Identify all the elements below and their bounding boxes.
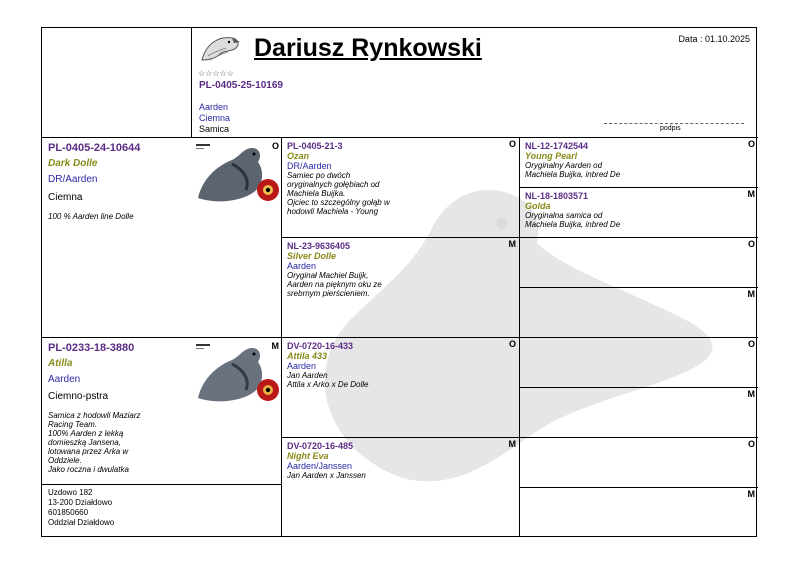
gen2-3-name: Attila 433	[287, 351, 328, 361]
dam-desc-line: Racing Team.	[48, 420, 98, 429]
sire-photo-sex-mark: O	[271, 141, 279, 151]
dam-desc-line: lotowana przez Arka w	[48, 447, 129, 456]
sire-ring: PL-0405-24-10644	[48, 142, 141, 154]
gen2-3-desc-line: Attila x Arko x De Dolle	[287, 380, 369, 389]
dam-strain: Aarden	[48, 374, 81, 385]
gen2-4-name: Night Eva	[287, 451, 329, 461]
gen3-cell-8	[520, 488, 758, 537]
gen3-2-ring: NL-18-1803571	[525, 191, 589, 201]
gen2-1-desc-line: Samiec po dwóch	[287, 171, 351, 180]
sire-photo	[192, 140, 281, 212]
gen3-1-ring: NL-12-1742544	[525, 141, 589, 151]
gen2-cell-3	[282, 338, 520, 438]
gen2-4-desc-line: Jan Aarden x Janssen	[287, 471, 366, 480]
header-logo	[198, 34, 242, 78]
gen3-2-desc-line: Oryginalna samica od	[525, 211, 603, 220]
gen3-2-name: Golda	[525, 201, 551, 211]
gen3-cell-3	[520, 238, 758, 288]
address-branch: Oddział Działdowo	[48, 518, 115, 527]
gen3-2-description	[525, 211, 753, 229]
gen2-3-desc-line: Jan Aarden	[287, 371, 328, 380]
dam-description	[48, 411, 140, 474]
dam-photo	[192, 340, 281, 412]
gen3-cell-2	[520, 188, 758, 238]
pedigree-sheet	[41, 27, 757, 537]
address-city: 13-200 Działdowo	[48, 498, 113, 507]
gen2-2-description	[287, 271, 514, 298]
logo-stars: ☆☆☆☆☆	[198, 69, 234, 78]
dam-desc-line: domieszką Jansena,	[48, 438, 121, 447]
main-bird-ring: PL-0405-25-10169	[199, 80, 283, 91]
gen2-2-ring: NL-23-9636405	[287, 241, 351, 251]
dam-ring: PL-0233-18-3880	[48, 342, 135, 354]
address-phone: 601850660	[48, 508, 89, 517]
gen2-2-desc-line: Aarden na pięknym oku ze	[287, 280, 382, 289]
gen3-cell-5	[520, 338, 758, 388]
gen2-1-desc-line: hodowli Machiela - Young	[287, 207, 379, 216]
dam-color: Ciemno-pstra	[48, 391, 109, 402]
gen2-1-desc-line: Ojciec to szczególny gołąb w	[287, 198, 390, 207]
gen2-3-description	[287, 371, 514, 389]
gen2-1-desc-line: oryginalnych gołębiach od	[287, 180, 380, 189]
sire-name: Dark Dolle	[48, 158, 98, 169]
gen2-1-name: Ozan	[287, 151, 310, 161]
address-block	[42, 484, 282, 537]
gen3-3-sex-mark: O	[747, 239, 755, 249]
gen2-cell-4	[282, 438, 520, 537]
gen3-2-desc-line: Machiela Buijka, inbred De	[525, 220, 621, 229]
sire-description: 100 % Aarden line Dolle	[48, 212, 134, 221]
gen2-3-sex-mark: O	[508, 339, 516, 349]
gen2-2-strain: Aarden	[287, 261, 317, 271]
gen3-1-name: Young Pearl	[525, 151, 578, 161]
gen2-2-desc-line: Oryginał Machiel Buijk,	[287, 271, 369, 280]
gen2-cell-2	[282, 238, 520, 338]
gen2-3-ring: DV-0720-16-433	[287, 341, 354, 351]
dam-desc-line: Jako roczna i dwulatka	[48, 465, 129, 474]
pigeon-photo-icon	[192, 140, 281, 212]
gen3-8-sex-mark: M	[747, 489, 755, 499]
gen3-1-description	[525, 161, 753, 179]
gen3-5-sex-mark: O	[747, 339, 755, 349]
gen2-cell-1	[282, 138, 520, 238]
sire-color: Ciemna	[48, 192, 83, 203]
gen2-2-desc-line: srebrnym pierścieniem.	[287, 289, 370, 298]
eagle-logo-icon	[198, 34, 242, 64]
gen2-3-strain: Aarden	[287, 361, 317, 371]
pigeon-photo-icon	[192, 340, 281, 412]
gen3-1-desc-line: Machiela Buijka, inbred De	[525, 170, 621, 179]
dam-desc-line: Oddziele.	[48, 456, 82, 465]
dam-panel	[42, 338, 282, 484]
gen2-1-description	[287, 171, 514, 216]
gen2-4-strain: Aarden/Janssen	[287, 461, 353, 471]
gen3-4-sex-mark: M	[747, 289, 755, 299]
gen3-cell-6	[520, 388, 758, 438]
gen2-1-sex-mark: O	[508, 139, 516, 149]
gen3-1-desc-line: Oryginalny Aarden od	[525, 161, 603, 170]
signature-line	[604, 123, 744, 124]
gen3-7-sex-mark: O	[747, 439, 755, 449]
gen2-2-name: Silver Dolle	[287, 251, 337, 261]
signature-label: podpis	[660, 125, 681, 132]
gen3-cell-4	[520, 288, 758, 338]
main-bird-color: Ciemna	[199, 113, 231, 123]
gen3-2-sex-mark: M	[747, 189, 755, 199]
gen3-cell-1	[520, 138, 758, 188]
sire-strain: DR/Aarden	[48, 174, 98, 185]
main-bird-sex: Samica	[199, 124, 230, 134]
dam-desc-line: Samica z hodowli Maziarz	[48, 411, 141, 420]
dam-name: Atilla	[48, 358, 73, 369]
gen2-1-desc-line: Machiela Buijka.	[287, 189, 346, 198]
gen2-4-ring: DV-0720-16-485	[287, 441, 354, 451]
gen2-2-sex-mark: M	[508, 239, 516, 249]
gen2-4-description	[287, 471, 514, 480]
header-left-blank	[42, 28, 192, 138]
dam-photo-sex-mark: M	[271, 341, 279, 351]
address-street: Uzdowo 182	[48, 488, 93, 497]
gen3-cell-7	[520, 438, 758, 488]
dam-desc-line: 100% Aarden z lekką	[48, 429, 124, 438]
gen3-1-sex-mark: O	[747, 139, 755, 149]
owner-name: Dariusz Rynkowski	[254, 34, 482, 62]
main-bird-strain: Aarden	[199, 102, 229, 112]
gen2-4-sex-mark: M	[508, 439, 516, 449]
gen2-1-strain: DR/Aarden	[287, 161, 332, 171]
gen3-6-sex-mark: M	[747, 389, 755, 399]
sire-panel	[42, 138, 282, 338]
print-date: Data : 01.10.2025	[678, 34, 750, 44]
gen2-1-ring: PL-0405-21-3	[287, 141, 343, 151]
